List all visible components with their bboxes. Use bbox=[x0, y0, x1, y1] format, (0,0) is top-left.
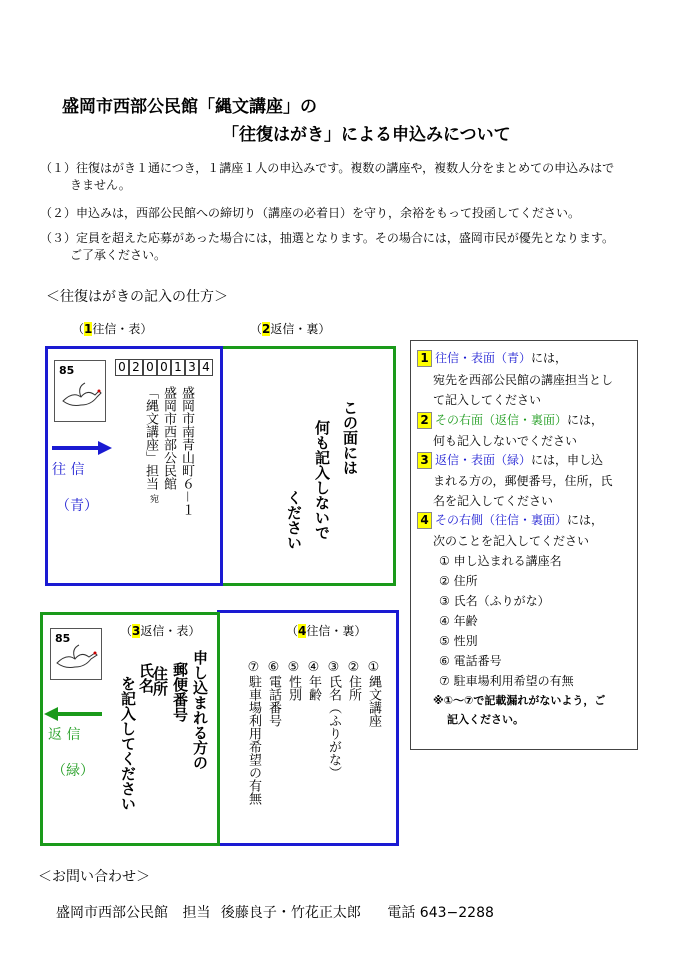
note-1 bbox=[40, 160, 660, 194]
contact-tel: 電話 643−2288 bbox=[387, 905, 494, 921]
number-badge-3: 3 bbox=[417, 452, 432, 469]
note-2-line-1: （２）申込みは，西部公民館への締切り（講座の必着日）を守り，余裕をもって投函してください。 bbox=[40, 206, 581, 220]
title-line-2: 「往復はがき」による申込みについて bbox=[222, 125, 511, 145]
title-line-1: 盛岡市西部公民館「縄文講座」の bbox=[62, 97, 317, 117]
zip-digit: 0 bbox=[143, 359, 157, 376]
blank-notice-line-1: この面には bbox=[341, 400, 359, 475]
note-2 bbox=[40, 205, 660, 222]
panel-line-6: 3 返信・表面（緑）には，申し込 bbox=[417, 451, 603, 469]
instruction-panel bbox=[410, 340, 638, 750]
panel-line-3: て記入してください bbox=[433, 393, 542, 407]
number-badge-1: 1 bbox=[84, 322, 93, 336]
panel-list-item: ① 申し込まれる講座名 bbox=[439, 554, 562, 568]
stamp-bottom bbox=[50, 628, 102, 680]
left-arrow-icon bbox=[44, 706, 104, 722]
reply-instruction-line-2: 郵便番号 bbox=[171, 662, 189, 722]
stamp-value: 85 bbox=[59, 364, 75, 377]
item-2: ②住所 bbox=[346, 660, 361, 701]
panel-line-9: 4 その右側（往信・裏面）には， bbox=[417, 511, 603, 529]
note-1-line-2: きません。 bbox=[70, 178, 131, 192]
panel-line-2: 宛先を西部公民館の講座担当とし bbox=[433, 373, 614, 387]
panel-warning-line-1: ※①～⑦で記載漏れがないよう，ご bbox=[433, 694, 606, 707]
note-3-line-2: ご了承ください。 bbox=[70, 248, 167, 262]
label-outgoing-front: （1往信・表） bbox=[72, 322, 153, 336]
stamp-top bbox=[54, 360, 106, 422]
panel-list-item: ⑤ 性別 bbox=[439, 634, 478, 648]
reply-instruction-line-3: 住所 bbox=[151, 666, 169, 696]
panel-line-4: 2 その右面（返信・裏面）には， bbox=[417, 411, 603, 429]
address-line-1: 盛岡市南青山町６－１ bbox=[179, 386, 194, 517]
right-arrow-icon bbox=[52, 440, 114, 456]
label-reply-back: （2返信・裏） bbox=[250, 322, 331, 336]
label-outgoing-back: （4往信・裏） bbox=[286, 624, 367, 638]
crane-icon bbox=[51, 629, 101, 679]
panel-list-item: ⑥ 電話番号 bbox=[439, 654, 502, 668]
address-line-2: 盛岡市西部公民館 bbox=[161, 386, 176, 490]
contact-heading: ＜お問い合わせ＞ bbox=[38, 869, 150, 885]
outgoing-label: 往 信 bbox=[52, 462, 85, 478]
item-7: ⑦駐車場利用希望の有無 bbox=[246, 660, 261, 805]
reply-color-label: （緑） bbox=[52, 763, 94, 779]
blank-notice-line-2: 何も記入しないで bbox=[313, 420, 331, 540]
reply-instruction-line-5: を記入してください bbox=[119, 676, 137, 811]
reply-back-panel bbox=[220, 346, 396, 586]
panel-list-item: ④ 年齢 bbox=[439, 614, 478, 628]
panel-line-8: 名を記入してください bbox=[433, 494, 554, 508]
number-badge-1: 1 bbox=[417, 350, 432, 367]
item-6: ⑥電話番号 bbox=[266, 660, 281, 727]
reply-instruction-line-1: 申し込まれる方の bbox=[191, 650, 209, 770]
panel-line-5: 何も記入しないでください bbox=[433, 434, 578, 448]
reply-instruction-line-4: 氏名 bbox=[137, 663, 155, 693]
number-badge-4: 4 bbox=[298, 624, 307, 638]
reply-label: 返 信 bbox=[48, 727, 81, 743]
blank-notice-line-3: ください bbox=[285, 490, 303, 550]
panel-line-10: 次のことを記入してください bbox=[433, 534, 590, 548]
contact-person-label: 担当 bbox=[182, 905, 211, 921]
section-heading: ＜往復はがきの記入の仕方＞ bbox=[46, 289, 228, 305]
panel-line-7: まれる方の，郵便番号，住所，氏 bbox=[433, 474, 613, 488]
address-line-3: 「縄文講座」担当 bbox=[143, 386, 158, 490]
note-1-line-1: （１）往復はがき１通につき，１講座１人の申込みです。複数の講座や，複数人分をまとめての申込みはで bbox=[40, 161, 615, 175]
number-badge-2: 2 bbox=[262, 322, 271, 336]
zip-digit: 3 bbox=[185, 359, 199, 376]
contact-line bbox=[56, 902, 494, 922]
item-5: ⑤性別 bbox=[286, 660, 301, 701]
number-badge-4: 4 bbox=[417, 512, 432, 529]
panel-list-item: ⑦ 駐車場利用希望の有無 bbox=[439, 674, 574, 688]
item-3: ③氏名（ふりがな） bbox=[326, 660, 341, 779]
zip-digit: 0 bbox=[115, 359, 129, 376]
address-suffix: 宛 bbox=[148, 494, 158, 503]
contact-persons: 後藤良子・竹花正太郎 bbox=[220, 905, 361, 921]
number-badge-2: 2 bbox=[417, 412, 432, 429]
zip-code-boxes bbox=[115, 359, 213, 376]
stamp-value: 85 bbox=[55, 632, 71, 645]
panel-list-item: ② 住所 bbox=[439, 574, 478, 588]
outgoing-color-label: （青） bbox=[56, 498, 98, 514]
panel-warning-line-2: 記入ください。 bbox=[447, 713, 524, 726]
item-1: ①縄文講座 bbox=[366, 660, 381, 727]
note-3 bbox=[40, 230, 660, 264]
note-3-line-1: （３）定員を超えた応募があった場合には，抽選となります。その場合には，盛岡市民が優先となります。 bbox=[40, 231, 614, 245]
zip-digit: 4 bbox=[199, 359, 213, 376]
zip-digit: 1 bbox=[171, 359, 185, 376]
crane-icon bbox=[55, 361, 105, 421]
zip-digit: 0 bbox=[157, 359, 171, 376]
number-badge-3: 3 bbox=[132, 624, 141, 638]
zip-digit: 2 bbox=[129, 359, 143, 376]
label-reply-front: （3返信・表） bbox=[120, 624, 201, 638]
panel-line-1: 1 往信・表面（青）には， bbox=[417, 349, 567, 367]
panel-list-item: ③ 氏名（ふりがな） bbox=[439, 594, 550, 608]
item-4: ④年齢 bbox=[306, 660, 321, 701]
contact-name: 盛岡市西部公民館 bbox=[56, 905, 168, 921]
